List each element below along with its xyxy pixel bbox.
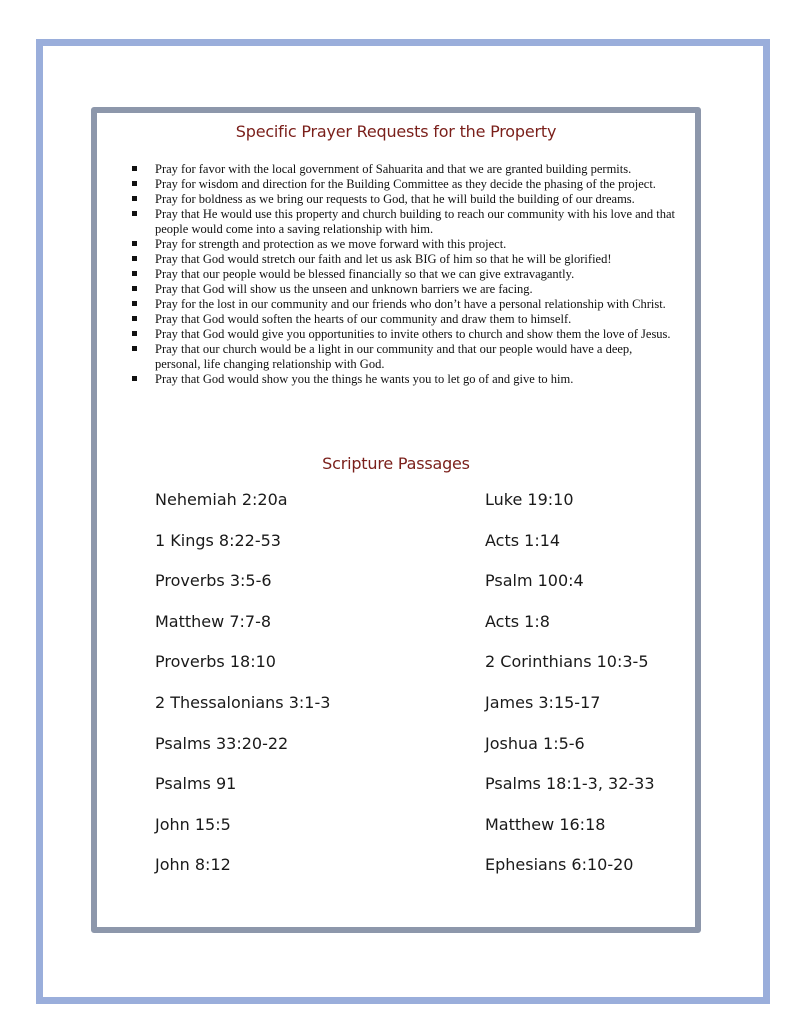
list-item <box>130 342 680 372</box>
square-bullet-icon <box>132 256 137 261</box>
scripture-reference: 2 Thessalonians 3:1-3 <box>155 692 331 712</box>
list-item <box>130 252 680 267</box>
list-item <box>130 372 680 387</box>
request-text: Pray that He would use this property and church building to reach our community with his love and that people would come into a saving relationship with him. <box>155 207 676 236</box>
request-text: Pray for strength and protection as we move forward with this project. <box>155 237 507 251</box>
scripture-reference: Luke 19:10 <box>485 490 574 509</box>
request-text: Pray for wisdom and direction for the Building Committee as they decide the phasing of the project. <box>155 177 656 191</box>
square-bullet-icon <box>132 181 137 186</box>
square-bullet-icon <box>132 376 137 381</box>
scripture-reference: Ephesians 6:10-20 <box>485 855 634 875</box>
square-bullet-icon <box>132 166 137 171</box>
prayer-requests-title: Specific Prayer Requests for the Property <box>235 122 557 141</box>
square-bullet-icon <box>132 331 137 336</box>
scripture-row <box>155 571 675 612</box>
square-bullet-icon <box>132 271 137 276</box>
list-item <box>130 162 680 177</box>
square-bullet-icon <box>132 211 137 216</box>
scripture-reference: Psalms 18:1-3, 32-33 <box>485 774 655 794</box>
scripture-reference: John 8:12 <box>155 855 231 875</box>
list-item <box>130 327 680 342</box>
scripture-row <box>155 734 675 775</box>
square-bullet-icon <box>132 346 137 351</box>
scripture-reference: John 15:5 <box>155 814 231 834</box>
scripture-reference: Acts 1:14 <box>485 530 561 550</box>
request-text: Pray that God will show us the unseen and unknown barriers we are facing. <box>155 282 533 296</box>
request-text: Pray that our people would be blessed financially so that we can give extravagantly. <box>155 267 575 281</box>
list-item <box>130 312 680 327</box>
scripture-reference: James 3:15-17 <box>485 692 601 712</box>
request-text: Pray that God would show you the things he wants you to let go of and give to him. <box>155 372 574 386</box>
scripture-reference: Matthew 16:18 <box>485 814 606 834</box>
square-bullet-icon <box>132 301 137 306</box>
prayer-request-list <box>130 162 680 387</box>
list-item <box>130 267 680 282</box>
scripture-reference: Acts 1:8 <box>485 611 550 631</box>
request-text: Pray for the lost in our community and our friends who don’t have a personal relationship with Christ. <box>155 297 666 311</box>
scripture-reference: Proverbs 18:10 <box>155 652 276 672</box>
square-bullet-icon <box>132 286 137 291</box>
request-text: Pray that our church would be a light in our community and that our people would have a deep, personal, life changing relationship with God. <box>155 342 633 371</box>
request-text: Pray for boldness as we bring our requests to God, that he will build the building of our dreams. <box>155 192 635 206</box>
scripture-passages-title: Scripture Passages <box>322 454 470 473</box>
request-text: Pray that God would stretch our faith and let us ask BIG of him so that he will be glorified! <box>155 252 612 266</box>
request-text: Pray for favor with the local government of Sahuarita and that we are granted building permits. <box>155 162 632 176</box>
scripture-reference: 2 Corinthians 10:3-5 <box>485 652 649 672</box>
request-text: Pray that God would soften the hearts of our community and draw them to himself. <box>155 312 572 326</box>
scripture-reference: Nehemiah 2:20a <box>155 490 288 509</box>
scripture-row <box>155 855 675 896</box>
square-bullet-icon <box>132 316 137 321</box>
list-item <box>130 177 680 192</box>
scripture-reference: 1 Kings 8:22-53 <box>155 530 281 550</box>
scripture-row <box>155 652 675 693</box>
square-bullet-icon <box>132 241 137 246</box>
list-item <box>130 192 680 207</box>
scripture-row <box>155 490 675 531</box>
scripture-list <box>155 490 675 896</box>
scripture-row <box>155 531 675 572</box>
scripture-row <box>155 612 675 653</box>
request-text: Pray that God would give you opportunities to invite others to church and show them the love of Jesus. <box>155 327 671 341</box>
scripture-reference: Joshua 1:5-6 <box>485 733 585 753</box>
scripture-reference: Psalms 33:20-22 <box>155 733 289 753</box>
scripture-reference: Proverbs 3:5-6 <box>155 571 272 591</box>
scripture-reference: Psalms 91 <box>155 774 237 794</box>
scripture-reference: Matthew 7:7-8 <box>155 611 272 631</box>
list-item <box>130 207 680 237</box>
scripture-row <box>155 774 675 815</box>
list-item <box>130 297 680 312</box>
list-item <box>130 282 680 297</box>
scripture-row <box>155 815 675 856</box>
scripture-row <box>155 693 675 734</box>
square-bullet-icon <box>132 196 137 201</box>
scripture-reference: Psalm 100:4 <box>485 571 584 591</box>
list-item <box>130 237 680 252</box>
